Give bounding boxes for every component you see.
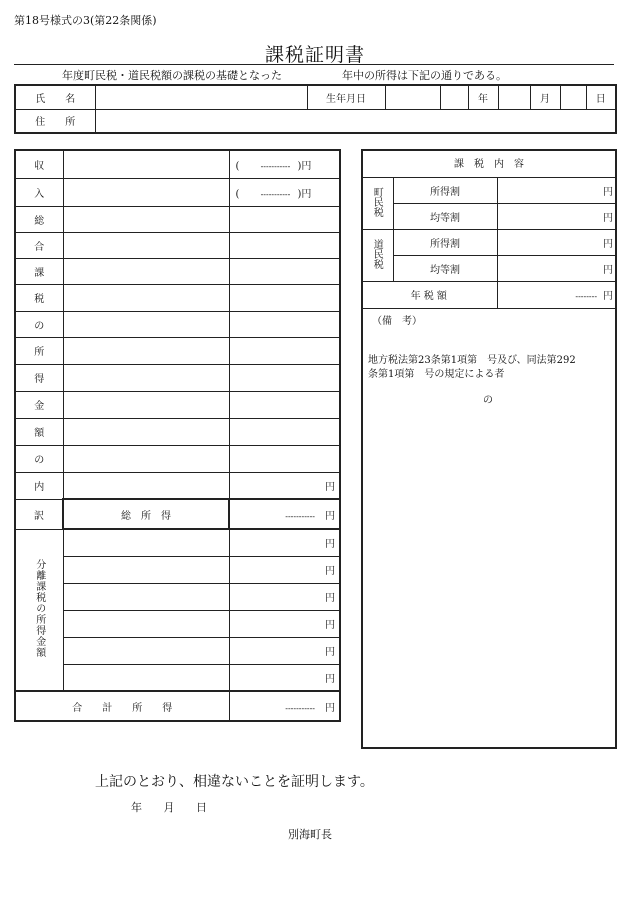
town-per-capita-label: 均等割 xyxy=(393,203,497,229)
mayor-title: 別海町長 xyxy=(288,828,332,841)
tax-table xyxy=(361,149,617,309)
address-field[interactable] xyxy=(95,109,616,133)
legal-text-2: 条第1項第 号の規定による者 xyxy=(368,369,505,380)
dashes: ----------- xyxy=(260,161,291,171)
general-amount[interactable] xyxy=(229,206,340,232)
income-label-1: 収 xyxy=(15,150,63,178)
separate-item[interactable] xyxy=(63,664,229,691)
general-item[interactable] xyxy=(63,337,229,364)
person-table xyxy=(14,84,617,134)
certification-text: 上記のとおり、相違ないことを証明します。 xyxy=(95,774,374,790)
yen-label: 円 xyxy=(325,510,335,522)
separate-item[interactable] xyxy=(63,556,229,583)
name-field[interactable] xyxy=(95,85,307,109)
income-table xyxy=(14,149,341,722)
title-rule xyxy=(14,64,614,65)
general-label-char: 総 xyxy=(15,206,63,232)
pref-income-rate-label: 所得割 xyxy=(393,229,497,255)
general-item[interactable] xyxy=(63,284,229,311)
general-amount[interactable] xyxy=(229,445,340,472)
general-label-char: 金 xyxy=(15,391,63,418)
separate-tax-label xyxy=(15,529,63,691)
paren-close-yen: )円 xyxy=(297,160,312,172)
prefecture-tax-label xyxy=(361,229,393,281)
income-amount-2[interactable] xyxy=(229,178,340,206)
general-amount[interactable] xyxy=(229,284,340,311)
birth-day-field[interactable] xyxy=(560,85,586,109)
general-label-char: 額 xyxy=(15,418,63,445)
general-item[interactable] xyxy=(63,258,229,284)
birth-month-field[interactable] xyxy=(498,85,530,109)
general-amount[interactable] xyxy=(229,311,340,337)
separate-amount[interactable]: 円 xyxy=(229,664,340,691)
general-amount[interactable] xyxy=(229,391,340,418)
issue-date[interactable]: 年 月 日 xyxy=(131,801,207,814)
tax-header: 課 税 内 容 xyxy=(361,149,617,177)
prefecture-tax-label-text: 道民税 xyxy=(371,238,383,269)
page-title: 課税証明書 xyxy=(264,44,365,66)
legal-text-1: 地方税法第23条第1項第 号及び、同法第292 xyxy=(368,355,576,366)
separate-tax-label-text: 分離課税の所得金額 xyxy=(33,558,45,658)
total-income-amount[interactable] xyxy=(229,499,340,529)
general-amount[interactable] xyxy=(229,364,340,391)
dashes: ----------- xyxy=(260,189,291,199)
general-label-char: 内 xyxy=(15,472,63,499)
general-item[interactable] xyxy=(63,206,229,232)
no-char: の xyxy=(483,395,493,406)
separate-amount[interactable]: 円 xyxy=(229,556,340,583)
general-item[interactable] xyxy=(63,232,229,258)
general-label-char: 訳 xyxy=(15,499,63,529)
separate-amount[interactable]: 円 xyxy=(229,610,340,637)
separate-item[interactable] xyxy=(63,637,229,664)
grand-total-amount[interactable] xyxy=(229,691,340,721)
annual-tax-amount[interactable] xyxy=(497,281,617,308)
general-label-char: 課 xyxy=(15,258,63,284)
dashes: ----------- xyxy=(285,511,315,521)
paren-close-yen: )円 xyxy=(297,188,312,200)
income-item-2[interactable] xyxy=(63,178,229,206)
dashes: ----------- xyxy=(285,703,315,713)
pref-per-capita-label: 均等割 xyxy=(393,255,497,281)
address-label: 住 所 xyxy=(15,109,95,133)
general-item[interactable] xyxy=(63,445,229,472)
year-label: 年 xyxy=(468,85,498,109)
town-income-rate-label: 所得割 xyxy=(393,177,497,203)
annual-tax-label: 年 税 額 xyxy=(361,281,497,308)
total-income-label: 総 所 得 xyxy=(63,499,229,529)
general-item[interactable] xyxy=(63,391,229,418)
general-amount[interactable] xyxy=(229,258,340,284)
general-amount-yen[interactable]: 円 xyxy=(229,472,340,499)
birth-year-field[interactable] xyxy=(440,85,468,109)
remarks-label: （備 考） xyxy=(372,316,422,327)
general-amount[interactable] xyxy=(229,232,340,258)
general-item[interactable] xyxy=(63,364,229,391)
general-label-char: の xyxy=(15,311,63,337)
separate-amount[interactable]: 円 xyxy=(229,583,340,610)
general-label-char: 合 xyxy=(15,232,63,258)
birth-label: 生年月日 xyxy=(307,85,385,109)
town-tax-label-text: 町民税 xyxy=(371,186,383,217)
subtitle-right: 年中の所得は下記の通りである。 xyxy=(342,69,507,82)
income-amount-1[interactable] xyxy=(229,150,340,178)
form-number: 第18号様式の3(第22条関係) xyxy=(14,14,157,27)
separate-item[interactable] xyxy=(63,583,229,610)
general-label-char: 税 xyxy=(15,284,63,311)
birth-era-field[interactable] xyxy=(385,85,440,109)
general-item[interactable] xyxy=(63,472,229,499)
general-item[interactable] xyxy=(63,311,229,337)
town-per-capita-amount[interactable]: 円 xyxy=(497,203,617,229)
subtitle-left: 年度町民税・道民税額の課税の基礎となった xyxy=(62,69,282,82)
town-income-rate-amount[interactable]: 円 xyxy=(497,177,617,203)
name-label: 氏 名 xyxy=(15,85,95,109)
dashes: -------- xyxy=(575,292,598,301)
income-label-2: 入 xyxy=(15,178,63,206)
general-label-char: 所 xyxy=(15,337,63,364)
separate-item[interactable] xyxy=(63,529,229,556)
paren-open: ( xyxy=(235,160,240,172)
income-item-1[interactable] xyxy=(63,150,229,178)
separate-amount[interactable]: 円 xyxy=(229,637,340,664)
month-label: 月 xyxy=(530,85,560,109)
general-amount[interactable] xyxy=(229,418,340,445)
grand-total-label: 合 計 所 得 xyxy=(15,691,229,721)
general-label-char: の xyxy=(15,445,63,472)
separate-amount[interactable]: 円 xyxy=(229,529,340,556)
paren-open: ( xyxy=(235,188,240,200)
pref-income-rate-amount[interactable]: 円 xyxy=(497,229,617,255)
yen-label: 円 xyxy=(325,702,335,714)
yen-label: 円 xyxy=(603,291,614,302)
town-tax-label xyxy=(361,177,393,229)
general-item[interactable] xyxy=(63,418,229,445)
general-label-char: 得 xyxy=(15,364,63,391)
separate-item[interactable] xyxy=(63,610,229,637)
day-label: 日 xyxy=(586,85,616,109)
pref-per-capita-amount[interactable]: 円 xyxy=(497,255,617,281)
general-amount[interactable] xyxy=(229,337,340,364)
